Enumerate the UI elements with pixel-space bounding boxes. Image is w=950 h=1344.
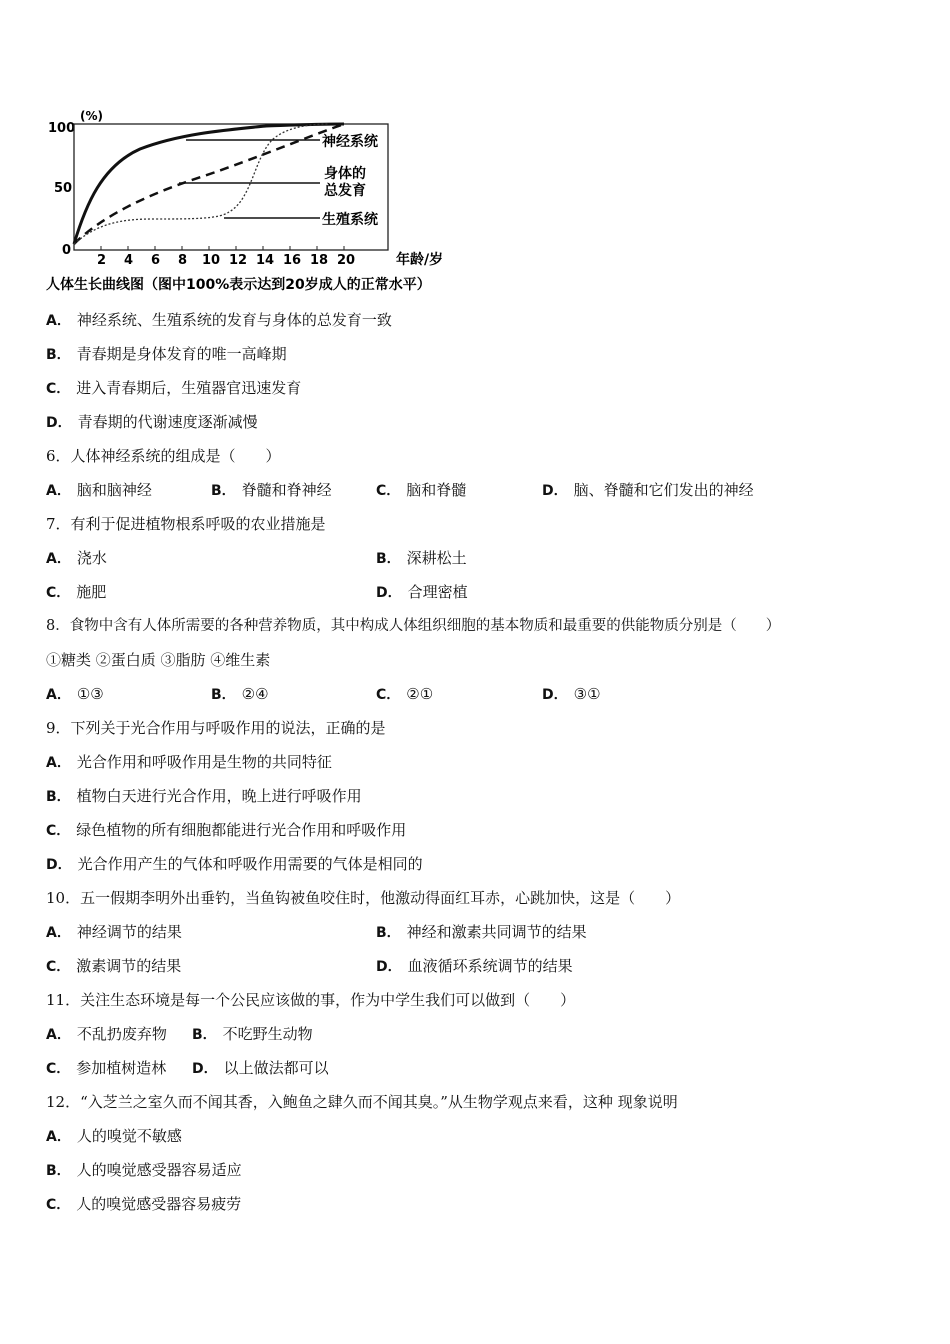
y-tick-0: 0 [62, 243, 72, 258]
y-tick-50: 50 [54, 181, 73, 196]
q7-option-a[interactable] [46, 548, 107, 569]
x-tick-label: 12 [229, 253, 248, 268]
q10-option-c[interactable] [46, 956, 181, 977]
option-label: A． [46, 483, 71, 499]
reproductive-system-label: 生殖系统 [322, 212, 378, 228]
body-development-curve [74, 124, 344, 244]
option-text: 脑和脑神经 [76, 481, 152, 499]
option-label: B． [376, 925, 401, 941]
option-label: C． [46, 1197, 71, 1213]
option-label: B． [46, 789, 71, 805]
option-label: A． [46, 313, 71, 329]
option-label: D． [542, 687, 568, 703]
option-text: ②④ [241, 685, 269, 703]
option-text: 人的嗅觉感受器容易适应 [76, 1161, 242, 1179]
q6-stem: 6．人体神经系统的组成是（ ） [46, 447, 281, 465]
option-label: A． [46, 1027, 71, 1043]
q9-option-d[interactable] [46, 854, 423, 875]
q9-option-a[interactable] [46, 752, 332, 773]
x-axis-label: 年龄/岁 [396, 252, 444, 268]
q12-option-b[interactable] [46, 1160, 242, 1181]
y-tick-100: 100 [48, 121, 76, 136]
option-label: B． [211, 687, 236, 703]
q9-stem: 9．下列关于光合作用与呼吸作用的说法，正确的是 [46, 719, 386, 737]
q10-option-d[interactable] [376, 956, 573, 977]
option-text: 不乱扔废弃物 [76, 1025, 167, 1043]
option-label: B． [376, 551, 401, 567]
option-label: D． [376, 585, 402, 601]
option-text: 光合作用和呼吸作用是生物的共同特征 [76, 753, 332, 771]
growth-curve-figure [44, 104, 464, 300]
option-label: C． [46, 1061, 71, 1077]
option-text: 人的嗅觉不敏感 [76, 1127, 182, 1145]
x-tick-label: 2 [97, 253, 107, 268]
option-text: 激素调节的结果 [76, 957, 182, 975]
option-label: A． [46, 925, 71, 941]
reproductive-system-curve [74, 124, 329, 244]
option-text: 脑、脊髓和它们发出的神经 [573, 481, 754, 499]
option-label: D． [46, 857, 72, 873]
option-label: B． [211, 483, 236, 499]
option-label: B． [192, 1027, 217, 1043]
option-label: D． [46, 415, 72, 431]
option-label: B． [46, 347, 71, 363]
x-tick-label: 18 [310, 253, 329, 268]
q8-stem: 8．食物中含有人体所需要的各种营养物质，其中构成人体组织细胞的基本物质和最重要的供能物质分别是（ ） [46, 618, 781, 634]
option-label: C． [46, 585, 71, 601]
x-axis-ticks [97, 246, 355, 268]
q7-option-b[interactable] [376, 548, 467, 569]
y-unit-label: (%) [80, 109, 103, 123]
body-label-line1: 身体的 [324, 166, 366, 182]
q11-option-a[interactable] [46, 1024, 167, 1045]
option-text: 以上做法都可以 [223, 1059, 329, 1077]
q11-option-c[interactable] [46, 1058, 166, 1079]
q5-option-b[interactable] [46, 344, 287, 365]
q8-items: ①糖类 ②蛋白质 ③脂肪 ④维生素 [46, 651, 271, 669]
option-text: 不吃野生动物 [222, 1025, 313, 1043]
q7-option-c[interactable] [46, 582, 106, 603]
nervous-system-label: 神经系统 [322, 134, 378, 150]
option-text: 光合作用产生的气体和呼吸作用需要的气体是相同的 [77, 855, 423, 873]
option-label: D． [192, 1061, 218, 1077]
q10-option-b[interactable] [376, 922, 587, 943]
option-label: D． [542, 483, 568, 499]
option-text: 脊髓和脊神经 [241, 481, 332, 499]
option-label: D． [376, 959, 402, 975]
option-text: 植物白天进行光合作用，晚上进行呼吸作用 [76, 787, 362, 805]
option-label: A． [46, 755, 71, 771]
option-text: 进入青春期后，生殖器官迅速发育 [76, 379, 302, 397]
q8-option-b[interactable] [211, 684, 269, 705]
x-tick-label: 4 [124, 253, 134, 268]
x-tick-label: 16 [283, 253, 302, 268]
q5-option-a[interactable] [46, 310, 392, 331]
option-text: 合理密植 [407, 583, 468, 601]
body-label-line2: 总发育 [324, 183, 366, 199]
q12-stem: 12．“入芝兰之室久而不闻其香，入鲍鱼之肆久而不闻其臭。”从生物学观点来看，这种 现象说明 [46, 1093, 678, 1111]
q11-option-b[interactable] [192, 1024, 313, 1045]
option-text: 脑和脊髓 [406, 481, 467, 499]
option-label: C． [376, 687, 401, 703]
option-label: B． [46, 1163, 71, 1179]
nervous-system-curve [74, 124, 344, 244]
option-text: 浇水 [76, 549, 107, 567]
option-text: 深耕松土 [406, 549, 467, 567]
option-label: C． [46, 823, 71, 839]
q5-option-d[interactable] [46, 412, 258, 433]
q9-option-b[interactable] [46, 786, 362, 807]
option-text: 神经和激素共同调节的结果 [406, 923, 587, 941]
option-text: ①③ [76, 685, 104, 703]
figure-caption: 人体生长曲线图（图中100%表示达到20岁成人的正常水平） [46, 277, 431, 293]
q12-option-c[interactable] [46, 1194, 241, 1215]
q6-option-c[interactable] [376, 480, 466, 501]
x-tick-label: 20 [337, 253, 356, 268]
option-text: 参加植树造林 [76, 1059, 167, 1077]
q9-option-c[interactable] [46, 820, 406, 841]
q5-option-c[interactable] [46, 378, 301, 399]
option-text: 神经系统、生殖系统的发育与身体的总发育一致 [76, 311, 392, 329]
q8-option-a[interactable] [46, 684, 104, 705]
q8-option-d[interactable] [542, 684, 601, 705]
x-tick-label: 10 [202, 253, 221, 268]
q10-stem: 10．五一假期李明外出垂钓，当鱼钩被鱼咬住时，他激动得面红耳赤，心跳加快，这是（ ） [46, 889, 681, 907]
option-text: ③① [573, 685, 601, 703]
option-label: C． [46, 381, 71, 397]
option-text: 血液循环系统调节的结果 [407, 957, 573, 975]
option-label: A． [46, 687, 71, 703]
q8-option-c[interactable] [376, 684, 433, 705]
option-text: ②① [406, 685, 434, 703]
option-text: 青春期的代谢速度逐渐减慢 [77, 413, 258, 431]
x-tick-label: 6 [151, 253, 161, 268]
q6-option-b[interactable] [211, 480, 332, 501]
option-text: 人的嗅觉感受器容易疲劳 [76, 1195, 242, 1213]
option-label: C． [376, 483, 401, 499]
option-label: A． [46, 551, 71, 567]
option-label: A． [46, 1129, 71, 1145]
option-text: 青春期是身体发育的唯一高峰期 [76, 345, 287, 363]
q10-option-a[interactable] [46, 922, 182, 943]
q6-option-d[interactable] [542, 480, 754, 501]
q6-option-a[interactable] [46, 480, 152, 501]
option-label: C． [46, 959, 71, 975]
q11-option-d[interactable] [192, 1058, 329, 1079]
x-tick-label: 14 [256, 253, 275, 268]
option-text: 绿色植物的所有细胞都能进行光合作用和呼吸作用 [76, 821, 407, 839]
q7-option-d[interactable] [376, 582, 468, 603]
option-text: 神经调节的结果 [76, 923, 182, 941]
option-text: 施肥 [76, 583, 107, 601]
x-tick-label: 8 [178, 253, 188, 268]
q11-stem: 11．关注生态环境是每一个公民应该做的事，作为中学生我们可以做到（ ） [46, 991, 576, 1009]
q12-option-a[interactable] [46, 1126, 182, 1147]
q7-stem: 7．有利于促进植物根系呼吸的农业措施是 [46, 515, 326, 533]
